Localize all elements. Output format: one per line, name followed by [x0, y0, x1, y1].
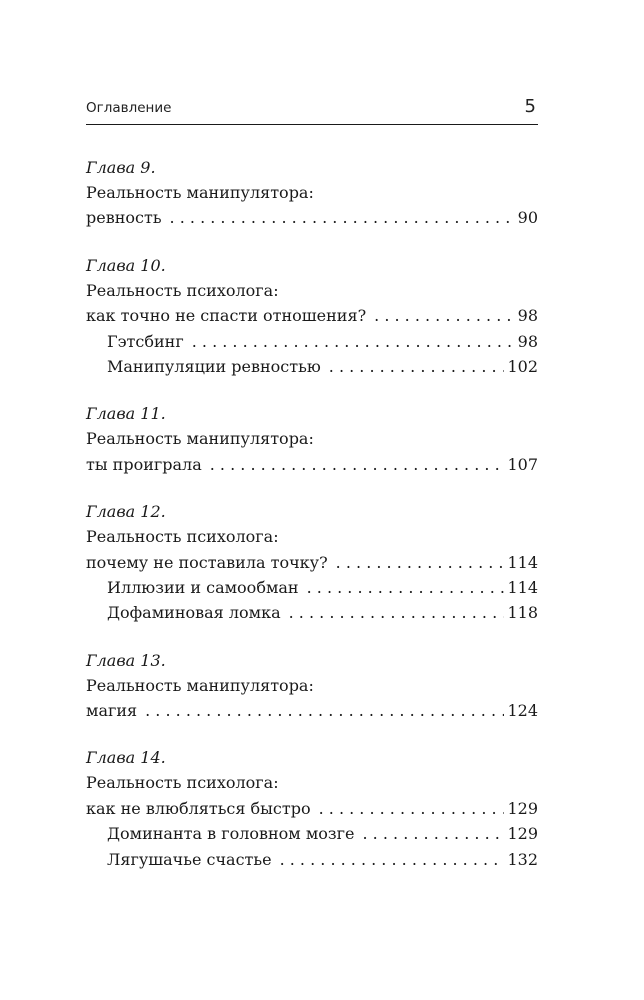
toc-entry[interactable]: [86, 452, 538, 477]
entry-page-number: 107: [507, 454, 538, 474]
entry-page-number: 114: [507, 552, 538, 572]
chapter-heading: Реальность психолога:: [86, 280, 279, 300]
entry-title: Гэтсбинг: [107, 331, 184, 351]
chapter-label: Глава 9.: [86, 158, 156, 177]
chapter-block: [86, 745, 538, 872]
table-of-contents: [86, 155, 538, 894]
dot-leader: [329, 354, 505, 379]
chapter-heading: Реальность психолога:: [86, 773, 279, 793]
entry-title: как точно не спасти отношения?: [86, 306, 367, 326]
dot-leader: [363, 821, 505, 846]
dot-leader: [374, 303, 515, 328]
entry-page-number: 129: [507, 824, 538, 844]
entry-page-number: 90: [517, 208, 538, 228]
entry-title: Лягушачье счастье: [107, 849, 272, 869]
toc-entry[interactable]: [86, 205, 538, 230]
toc-subentry[interactable]: [86, 847, 538, 872]
chapter-label: Глава 10.: [86, 255, 166, 275]
chapter-block: [86, 253, 538, 380]
toc-subentry[interactable]: [86, 600, 538, 625]
entry-title: магия: [86, 701, 138, 721]
entry-title: ревность: [86, 208, 162, 228]
page-header: [86, 96, 538, 125]
entry-page-number: 124: [507, 701, 538, 721]
toc-subentry[interactable]: [86, 575, 538, 600]
entry-title: ты проиграла: [86, 454, 202, 474]
entry-title: Манипуляции ревностью: [107, 356, 321, 376]
dot-leader: [289, 600, 505, 625]
entry-title: Иллюзии и самообман: [107, 577, 299, 597]
entry-page-number: 114: [507, 577, 538, 597]
page-number: 5: [524, 96, 536, 117]
toc-subentry[interactable]: [86, 329, 538, 354]
entry-title: Доминанта в головном мозге: [107, 824, 355, 844]
entry-title: почему не поставила точку?: [86, 552, 328, 572]
chapter-label: Глава 14.: [86, 748, 166, 768]
entry-page-number: 98: [517, 306, 538, 326]
entry-title: как не влюбляться быстро: [86, 798, 311, 818]
chapter-heading: Реальность манипулятора:: [86, 675, 314, 695]
chapter-heading: Реальность манипулятора:: [86, 429, 314, 449]
toc-subentry[interactable]: [86, 354, 538, 379]
chapter-heading: Реальность манипулятора:: [86, 183, 314, 202]
chapter-block: [86, 499, 538, 626]
chapter-block: [86, 401, 538, 477]
chapter-block: [86, 155, 538, 231]
chapter-block: [86, 648, 538, 724]
toc-entry[interactable]: [86, 796, 538, 821]
entry-page-number: 102: [507, 356, 538, 376]
entry-page-number: 129: [507, 798, 538, 818]
entry-page-number: 118: [507, 603, 538, 623]
dot-leader: [192, 329, 515, 354]
toc-entry[interactable]: [86, 550, 538, 575]
running-title: Оглавление: [86, 100, 172, 116]
entry-title: Дофаминовая ломка: [107, 603, 281, 623]
chapter-label: Глава 11.: [86, 404, 166, 424]
dot-leader: [307, 575, 505, 600]
toc-entry[interactable]: [86, 698, 538, 723]
chapter-heading: Реальность психолога:: [86, 527, 279, 547]
dot-leader: [280, 847, 505, 872]
dot-leader: [145, 698, 504, 723]
dot-leader: [336, 550, 505, 575]
dot-leader: [319, 796, 505, 821]
chapter-label: Глава 13.: [86, 650, 166, 670]
dot-leader: [210, 452, 505, 477]
toc-subentry[interactable]: [86, 821, 538, 846]
entry-page-number: 98: [517, 331, 538, 351]
chapter-label: Глава 12.: [86, 502, 166, 522]
dot-leader: [170, 205, 515, 230]
toc-entry[interactable]: [86, 303, 538, 328]
entry-page-number: 132: [507, 849, 538, 869]
